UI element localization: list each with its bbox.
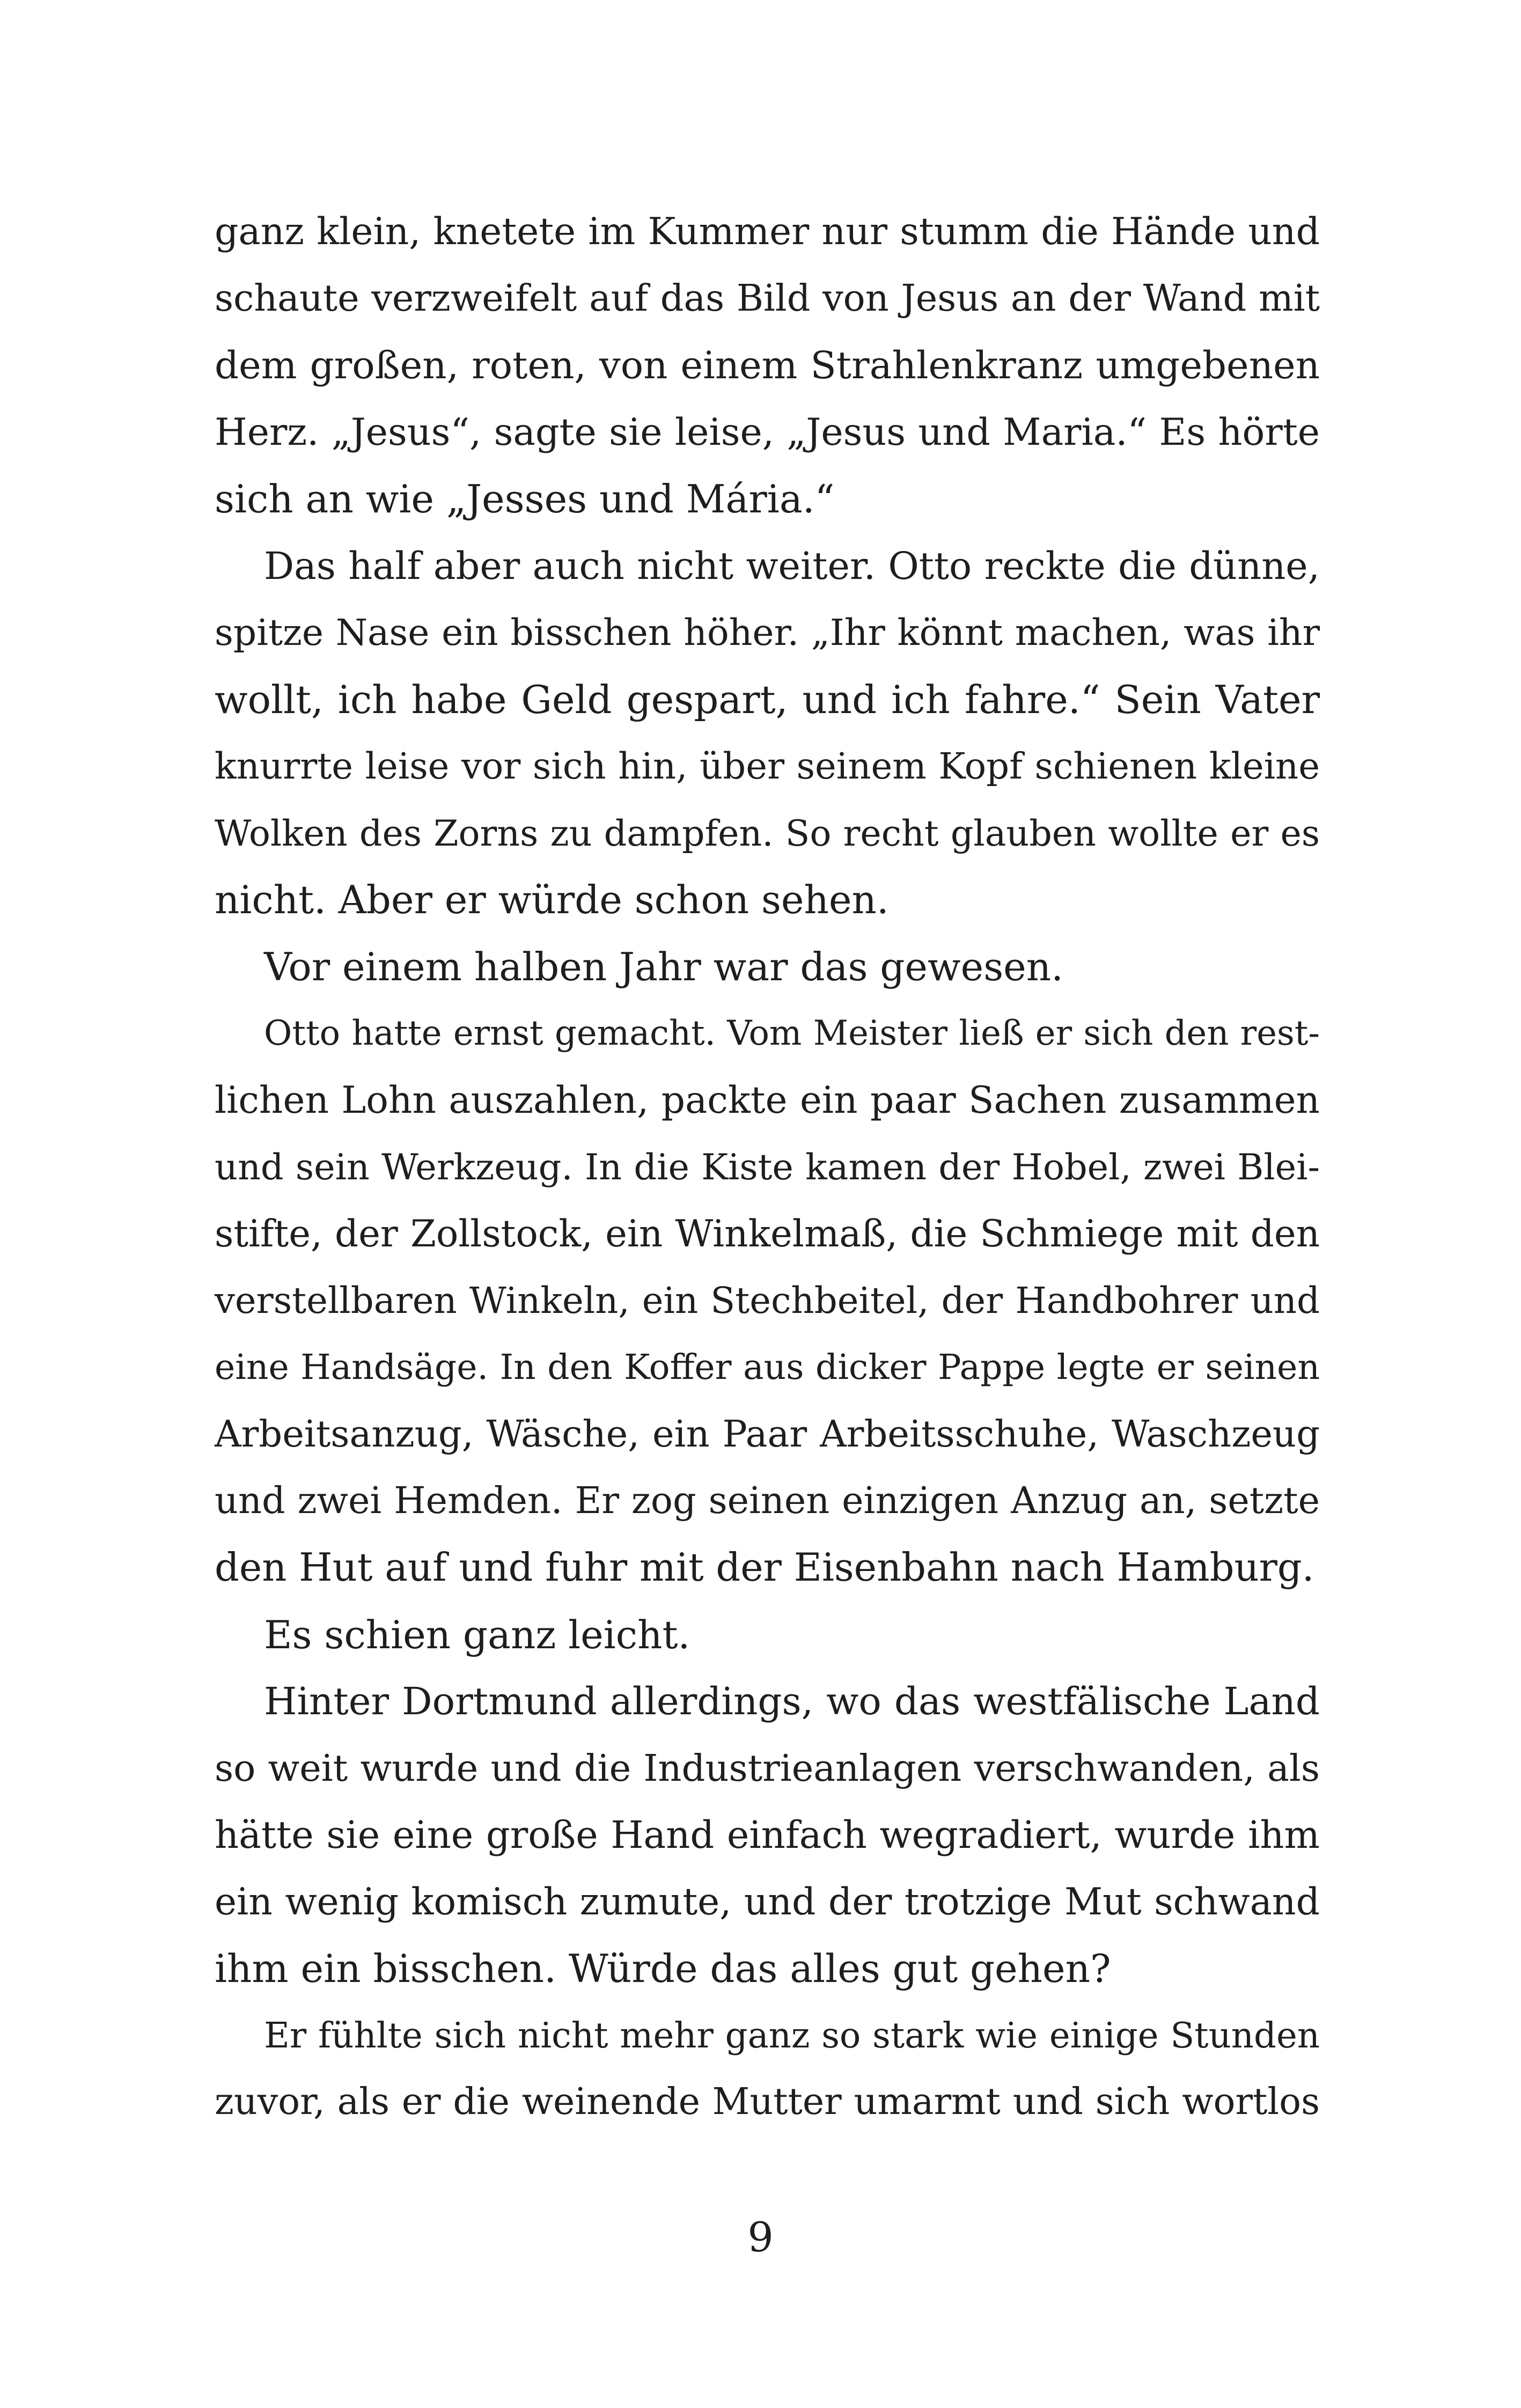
text-line: Es schien ganz leicht. <box>264 1612 690 1657</box>
text-line: dem großen, roten, von einem Strahlenkranz umgebenen <box>215 343 1320 387</box>
text-line: Herz. „Jesus“, sagte sie leise, „Jesus und Maria.“ Es hörte <box>215 410 1320 454</box>
text-line: Hinter Dortmund allerdings, wo das westfälische Land <box>264 1679 1320 1723</box>
text-line: spitze Nase ein bisschen höher. „Ihr könnt machen, was ihr <box>215 611 1320 654</box>
page-number: 9 <box>747 2213 774 2261</box>
text-line: schaute verzweifelt auf das Bild von Jesus an der Wand mit <box>215 277 1320 320</box>
text-line: und zwei Hemden. Er zog seinen einzigen Anzug an, setzte <box>215 1479 1320 1522</box>
body-text <box>215 199 1320 2136</box>
text-line: sich an wie „Jesses und Mária.“ <box>215 476 835 522</box>
text-line: Wolken des Zorns zu dampfen. So recht glauben wollte er es <box>215 812 1320 854</box>
text-line: Otto hatte ernst gemacht. Vom Meister ließ er sich den rest- <box>264 1014 1320 1053</box>
text-line: so weit wurde und die Industrieanlagen verschwanden, als <box>215 1746 1320 1790</box>
text-line: knurrte leise vor sich hin, über seinem Kopf schienen kleine <box>215 745 1320 787</box>
text-line: wollt, ich habe Geld gespart, und ich fahre.“ Sein Vater <box>215 677 1320 722</box>
text-line: ganz klein, knetete im Kummer nur stumm die Hände und <box>215 210 1320 253</box>
text-line: den Hut auf und fuhr mit der Eisenbahn nach Hamburg. <box>215 1545 1314 1590</box>
text-line: nicht. Aber er würde schon sehen. <box>215 877 889 922</box>
text-line: zuvor, als er die weinende Mutter umarmt und sich wortlos <box>215 2081 1320 2123</box>
text-line: lichen Lohn auszahlen, packte ein paar Sachen zusammen <box>215 1078 1320 1122</box>
text-line: Das half aber auch nicht weiter. Otto reckte die dünne, <box>264 544 1320 588</box>
text-line: hätte sie eine große Hand einfach wegradiert, wurde ihm <box>215 1813 1320 1857</box>
text-line: ein wenig komisch zumute, und der trotzige Mut schwand <box>215 1880 1320 1924</box>
text-line: Vor einem halben Jahr war das gewesen. <box>264 944 1064 989</box>
text-line: eine Handsäge. In den Koffer aus dicker Pappe legte er seinen <box>215 1347 1320 1387</box>
text-line: ihm ein bisschen. Würde das alles gut gehen? <box>215 1946 1111 1991</box>
text-line: verstellbaren Winkeln, ein Stechbeitel, der Handbohrer und <box>215 1280 1320 1322</box>
text-line: und sein Werkzeug. In die Kiste kamen der Hobel, zwei Blei- <box>215 1146 1320 1188</box>
text-line: Arbeitsanzug, Wäsche, ein Paar Arbeitsschuhe, Waschzeug <box>215 1413 1320 1456</box>
text-line: stifte, der Zollstock, ein Winkelmaß, die Schmiege mit den <box>215 1212 1320 1256</box>
text-line: Er fühlte sich nicht mehr ganz so stark wie einige Stunden <box>264 2015 1320 2056</box>
